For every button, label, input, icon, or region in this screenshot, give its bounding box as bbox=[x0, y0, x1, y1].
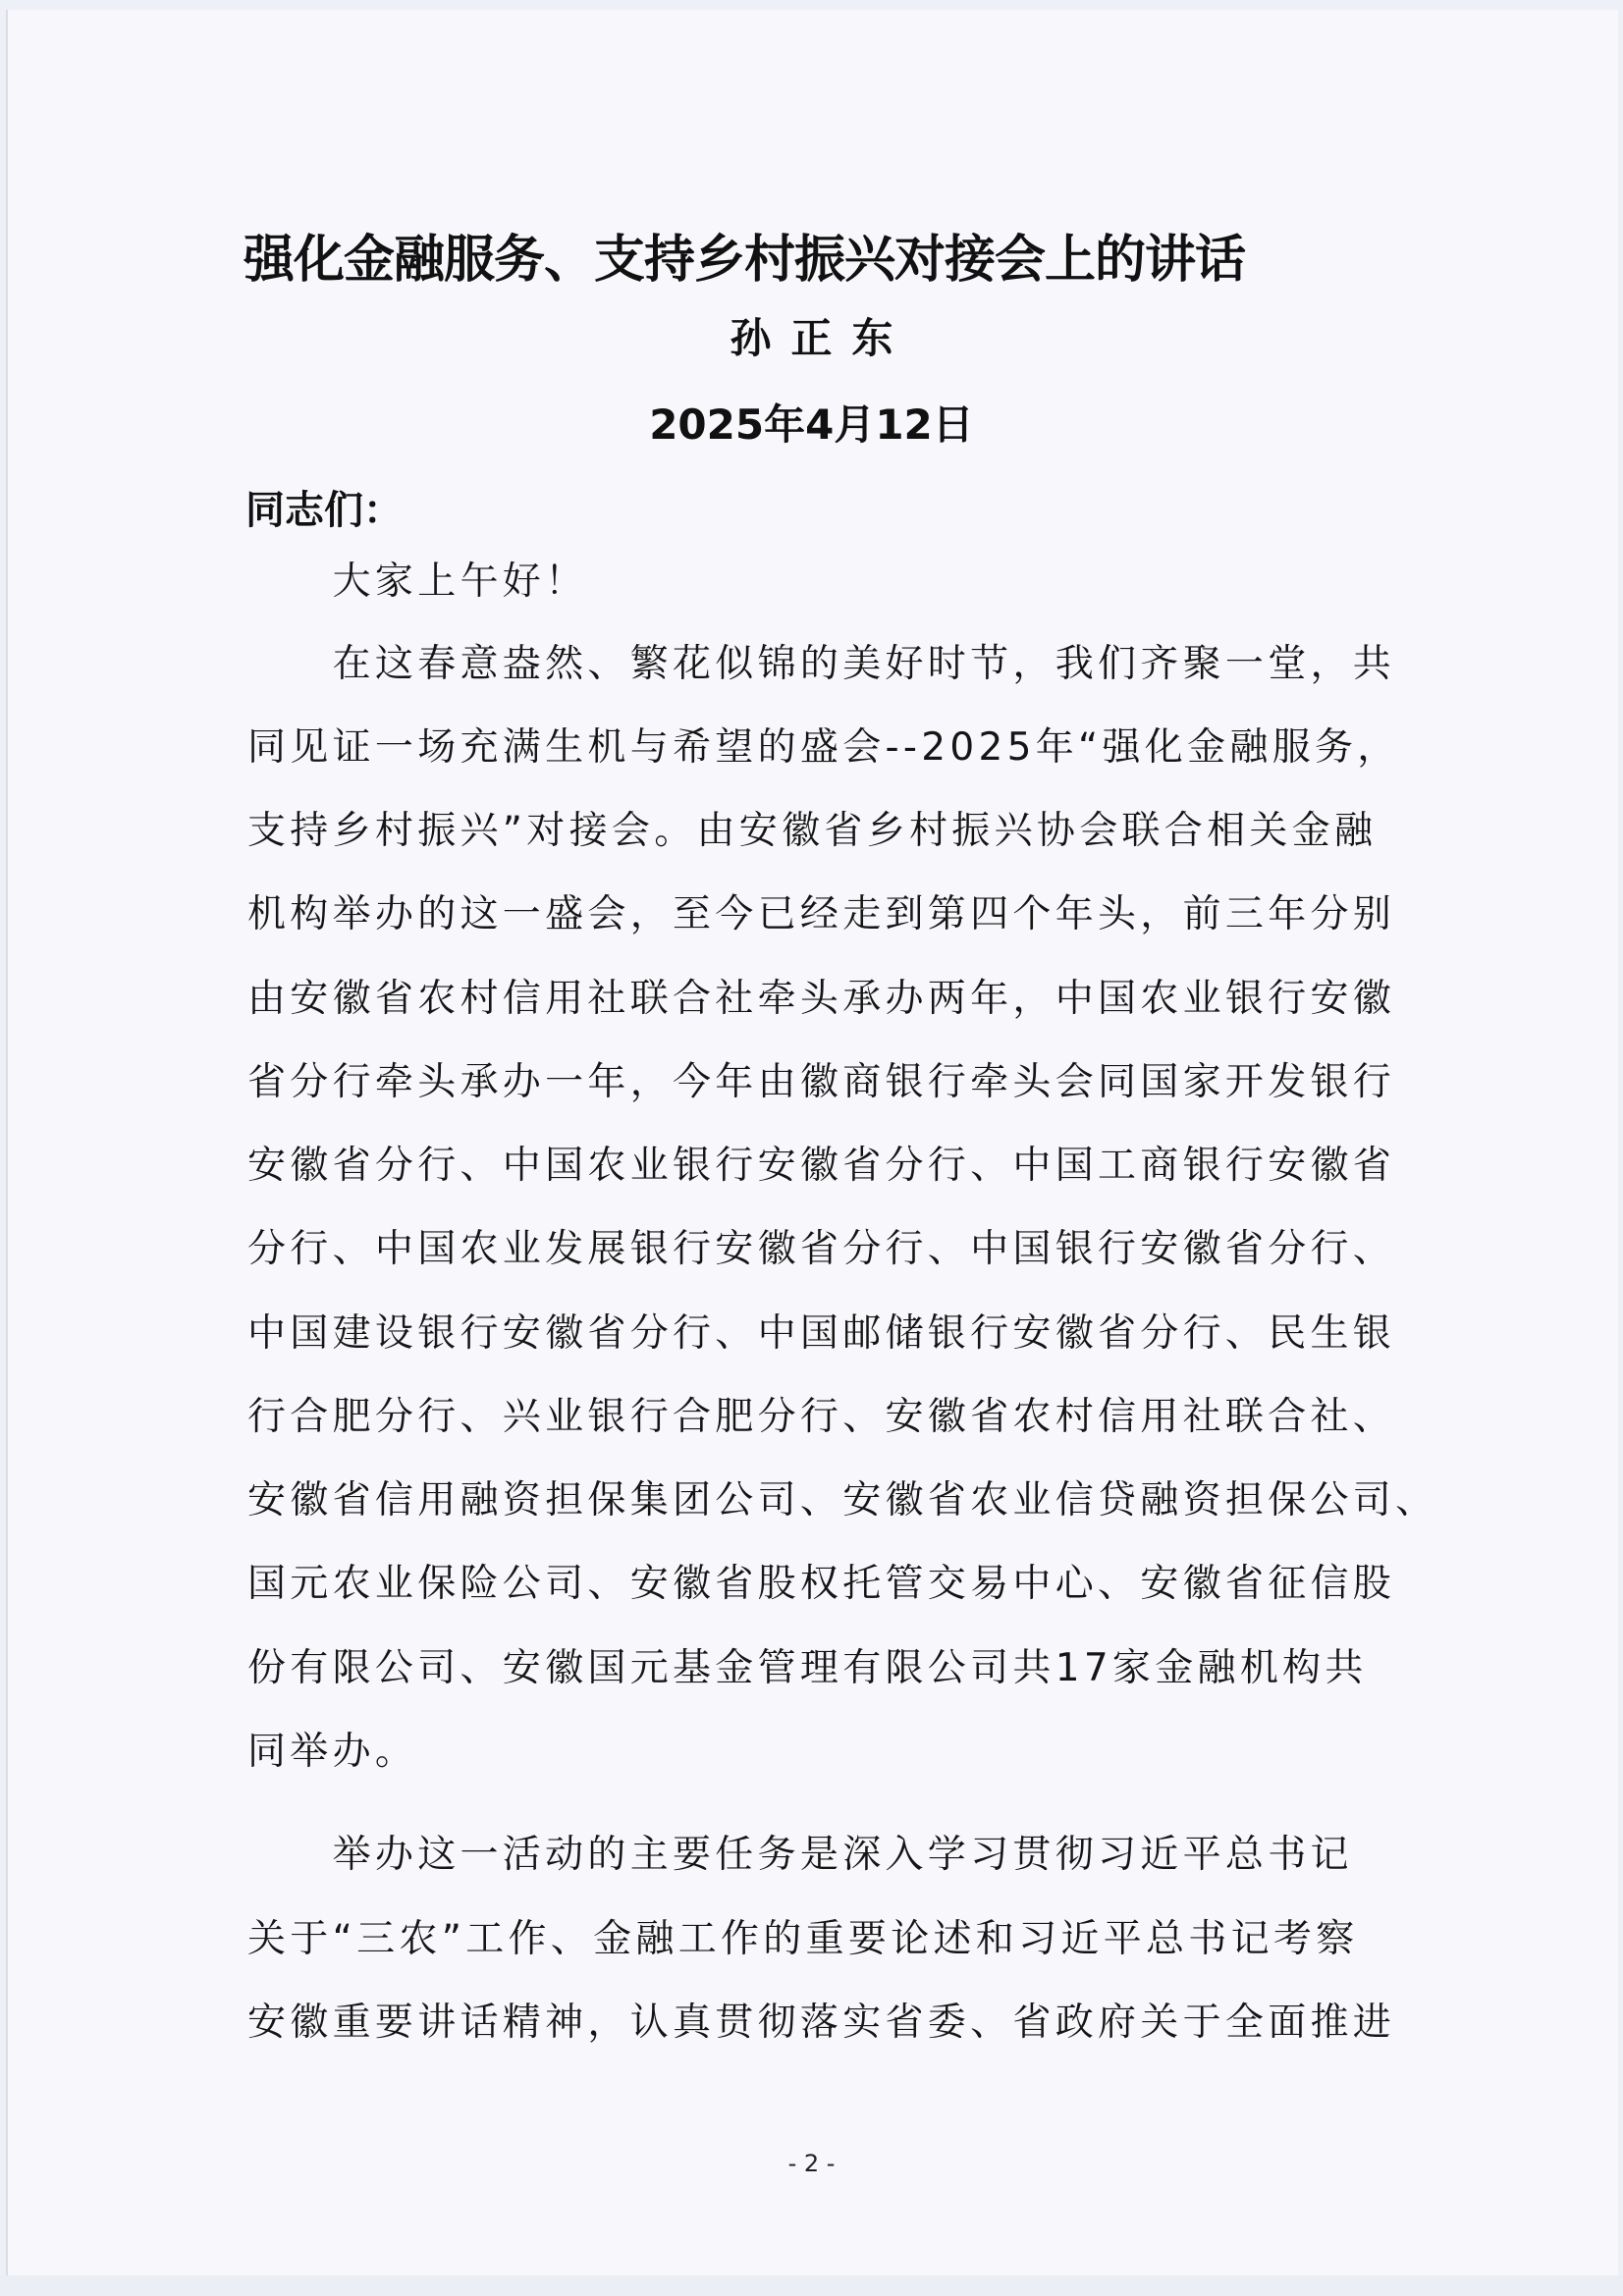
page-number: - 2 - bbox=[787, 2150, 836, 2177]
body-line: 中国建设银行安徽省分行、中国邮储银行安徽省分行、民生银 bbox=[247, 1311, 1396, 1356]
body-line: 支持乡村振兴”对接会。由安徽省乡村振兴协会联合相关金融 bbox=[247, 809, 1378, 853]
body-line: 在这春意盎然、繁花似锦的美好时节，我们齐聚一堂，共 bbox=[247, 642, 1396, 686]
body-line: 分行、中国农业发展银行安徽省分行、中国银行安徽省分行、 bbox=[247, 1227, 1396, 1271]
author-name: 孙正东 bbox=[730, 314, 913, 362]
body-line: 机构举办的这一盛会，至今已经走到第四个年头，前三年分别 bbox=[247, 892, 1396, 936]
body-line: 由安徽省农村信用社联合社牵头承办两年，中国农业银行安徽 bbox=[247, 977, 1396, 1021]
body-line: 安徽省分行、中国农业银行安徽省分行、中国工商银行安徽省 bbox=[247, 1144, 1396, 1188]
body-line: 举办这一活动的主要任务是深入学习贯彻习近平总书记 bbox=[247, 1833, 1353, 1877]
body-line: 大家上午好！ bbox=[247, 560, 588, 604]
body-line: 安徽省信用融资担保集团公司、安徽省农业信贷融资担保公司、 bbox=[247, 1478, 1438, 1522]
body-line: 安徽重要讲话精神，认真贯彻落实省委、省政府关于全面推进 bbox=[247, 2001, 1396, 2045]
body-line: 省分行牵头承办一年，今年由徽商银行牵头会同国家开发银行 bbox=[247, 1060, 1396, 1104]
speech-date: 2025年4月12日 bbox=[649, 400, 974, 449]
body-line: 同举办。 bbox=[247, 1730, 418, 1774]
greeting: 同志们： bbox=[245, 488, 403, 533]
body-line: 关于“三农”工作、金融工作的重要论述和习近平总书记考察 bbox=[247, 1917, 1359, 1961]
page-bottom-margin bbox=[0, 2275, 1623, 2296]
body-line: 行合肥分行、兴业银行合肥分行、安徽省农村信用社联合社、 bbox=[247, 1395, 1396, 1439]
body-line: 份有限公司、安徽国元基金管理有限公司共17家金融机构共 bbox=[247, 1646, 1368, 1690]
speech-title: 强化金融服务、支持乡村振兴对接会上的讲话 bbox=[243, 231, 1246, 290]
body-line: 同见证一场充满生机与希望的盛会--2025年“强化金融服务， bbox=[247, 725, 1400, 770]
body-line: 国元农业保险公司、安徽省股权托管交易中心、安徽省征信股 bbox=[247, 1562, 1396, 1606]
